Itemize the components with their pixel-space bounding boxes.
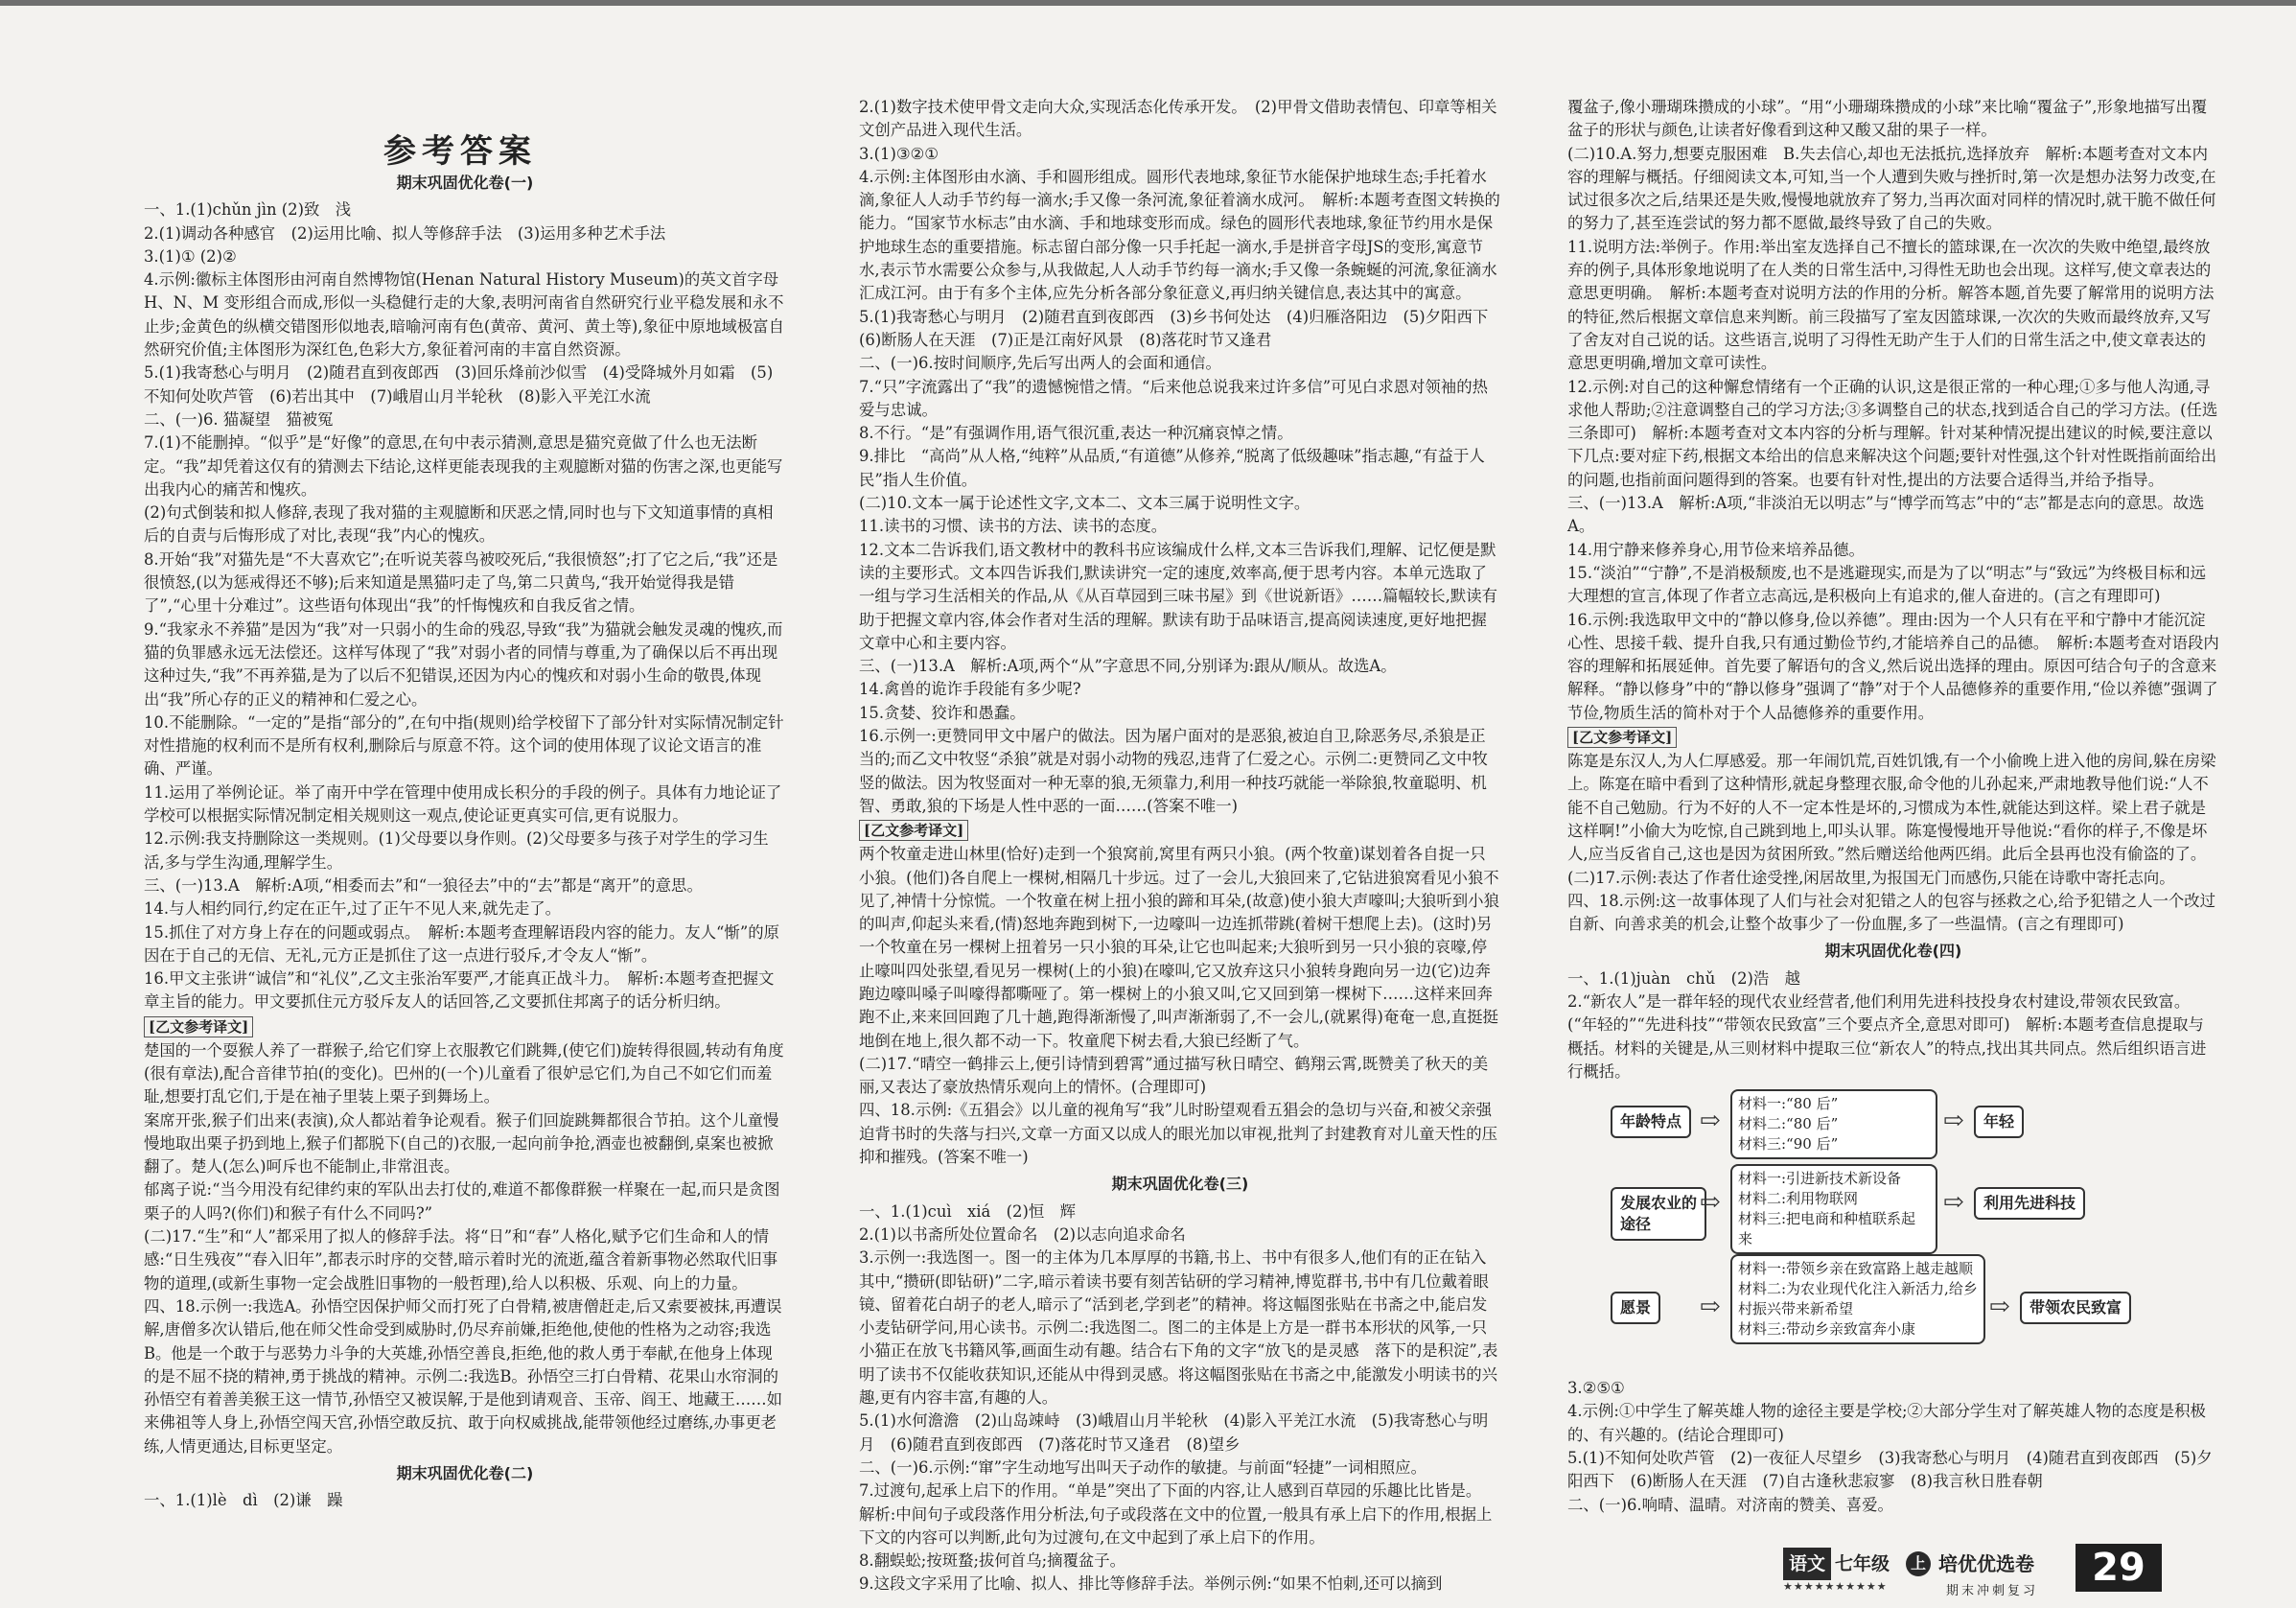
answer-paragraph: 一、1.(1)juàn chǔ (2)浩 越 (1567, 968, 1801, 988)
answer-paragraph: 两个牧童走进山林里(恰好)走到一个狼窝前,窝里有两只小狼。(两个牧童)谋划着各自捉一只小狼。(他们)各自爬上一棵树,相隔几十步远。过了一会儿,大狼回来了,它钻进狼窝看见小狼不见了,神情十分惊慌。一个牧童在树上扭小狼的蹄和耳朵,(故意)使小狼大声嚎叫;大狼听到小狼的叫声,仰起头来看,(情)怒地奔跑到树下,一边嚎叫一边连抓带跳(着树干想爬上去)。(这时)另一个牧童在另一棵树上扭着另一只小狼的耳朵,让它也叫起来;大狼听到另一只小狼的哀嚎,停止嚎叫四处张望,看见另一棵树(上的小狼)在嚎叫,它又放弃这只小狼转身跑向另一边(它)边奔跑边嚎叫嗓子叫嚎得都嘶哑了。第一棵树上的小狼又叫,它又回到第一棵树下……这样来回奔跑不止,来来回回跑了几十趟,跑得渐渐慢了,叫声渐渐弱了,不一会儿,(就累得)奄奄一息,直挺挺地倒在地上,很久都不动一下。牧童爬下树去看,大狼已经断了气。 (859, 845, 1499, 1050)
answer-paragraph: 9.这段文字采用了比喻、拟人、排比等修辞手法。举例示例:“如果不怕刺,还可以摘到 (859, 1574, 1443, 1594)
answer-paragraph: 8.不行。“是”有强调作用,语气很沉重,表达一种沉痛哀悼之情。 (859, 424, 1293, 443)
answer-paragraph: 一、1.(1)chǔn jìn (2)致 浅 (144, 200, 352, 220)
answer-paragraph: 四、18.示例:这一故事体现了人们与社会对犯错之人的包容与拯救之心,给予犯错之人一个改过自新、向善求美的机会,让整个故事少了一份血腥,多了一些温情。(言之有理即可) (1567, 891, 2216, 934)
answer-paragraph: (二)10.A.努力,想要克服困难 B.失去信心,却也无法抵抗,选择放弃 解析:本题考查对文本内容的理解与概括。仔细阅读文本,可知,当一个人遭到失败与挫折时,第一次是想办法努力改变,在试过很多次之后,结果还是失败,慢慢地就放弃了努力,当再次面对同样的情况时,就干脆不做任何的努力了,甚至连尝试的努力都不愿做,最终导致了自己的失败。 (1567, 144, 2216, 233)
section-title: 期末巩固优化卷(四) (1824, 942, 1962, 961)
answer-paragraph: 16.示例一:更赞同甲文中屠户的做法。因为屠户面对的是恶狼,被迫自卫,除恶务尽,杀狼是正当的;而乙文中牧竖“杀狼”就是对弱小动物的残忍,违背了仁爱之心。示例二:更赞同乙文中牧竖的做法。因为牧竖面对一种无辜的狼,无须靠力,利用一种技巧就能一举除狼,牧童聪明、机智、勇敢,狼的下场是人性中恶的一面……(答案不唯一) (859, 727, 1488, 815)
answer-paragraph: 覆盆子,像小珊瑚珠攒成的小球”。“用“小珊瑚珠攒成的小球”来比喻“覆盆子”,形象地描写出覆盆子的形状与颜色,让读者好像看到这种又酸又甜的果子一样。 (1567, 98, 2208, 140)
flow-material-item: 材料二:利用物联网 (1738, 1190, 1859, 1208)
answer-paragraph: 15.抓住了对方身上存在的问题或弱点。 解析:本题考查理解语段内容的能力。友人“惭”的原因在于自己的无信、无礼,元方正是抓住了这一点进行驳斥,才令友人“惭”。 (144, 922, 779, 965)
answer-paragraph: 二、(一)6.示例:“窜”字生动地写出叫天子动作的敏捷。与前面“轻捷”一词相照应。 (859, 1457, 1426, 1477)
answer-paragraph: 3.②⑤① (1567, 1379, 1625, 1398)
answer-paragraph: 12.文本二告诉我们,语文教材中的教科书应该编成什么样,文本三告诉我们,理解、记忆便是默读的主要形式。文本四告诉我们,默读讲究一定的速度,效率高,便于思考内容。本单元选取了一组与学习生活相关的作品,从《从百草园到三味书屋》到《世说新语》……篇幅较长,默读有助于把握文章内容,体会作者对生活的理解。默读有助于品味语言,提高阅读速度,更好地把握文章中心和主要内容。 (859, 540, 1498, 652)
column-right-top (1567, 96, 2219, 1084)
answer-paragraph: 二、(一)6.按时间顺序,先后写出两人的会面和通信。 (859, 354, 1221, 373)
answer-paragraph: 2.(1)调动各种感官 (2)运用比喻、拟人等修辞手法 (3)运用多种艺术手法 (144, 223, 666, 243)
answer-paragraph: 15.贪婪、狡诈和愚蠢。 (859, 703, 1026, 722)
column-left (144, 168, 786, 1596)
translation-tag: [乙文参考译文] (859, 820, 968, 841)
flow-material-item: 材料三:“90 后” (1738, 1135, 1839, 1154)
section-title: 期末巩固优化卷(二) (396, 1464, 534, 1483)
flow-material-item: 材料一:带领乡亲在致富路上越走越顺 (1738, 1260, 1974, 1278)
flow-result: 带领农民致富 (2020, 1292, 2131, 1324)
answer-paragraph: 2.(1)数字技术使甲骨文走向大众,实现活态化传承开发。 (2)甲骨文借助表情包、印章等相关文创产品进入现代生活。 (859, 98, 1497, 140)
answer-paragraph: 三、(一)13.A 解析:A项,两个“从”字意思不同,分别译为:跟从/顺从。故选A。 (859, 657, 1397, 676)
answer-paragraph: 11.运用了举例论证。举了南开中学在管理中使用成长积分的手段的例子。具体有力地论证了学校可以根据实际情况制定相关规则这一观点,使论证更真实可信,更有说服力。 (144, 782, 782, 826)
flow-result: 利用先进科技 (1974, 1187, 2085, 1220)
answer-paragraph: 三、(一)13.A 解析:A项,“相委而去”和“一狼径去”中的“去”都是“离开”的意思。 (144, 875, 703, 895)
flow-label: 年龄特点 (1611, 1106, 1691, 1138)
arrow-icon: ⇨ (1943, 1188, 1964, 1218)
answer-paragraph: 9.排比 “高尚”从人格,“纯粹”从品质,“有道德”从修养,“脱离了低级趣味”指志趣,“有益于人民”指人生价值。 (859, 447, 1485, 489)
footer-badge (1783, 1546, 2219, 1598)
answer-paragraph: 12.示例:对自己的这种懈怠情绪有一个正确的认识,这是很正常的一种心理;①多与他人沟通,寻求他人帮助;②注意调整自己的学习方法;③多调整自己的状态,找到适合自己的学习方法。(任选三条即可) 解析:本题考查对文本内容的分析与理解。针对某种情况提出建议的时候,要注意以下几点:要对症下药,根据文本给出的信息来解决这个问题;要针对性强,这个针对性既指前面给出的问题,也指前面问题得到的答案。也要有针对性,提出的方法要合适得当,并给予指导。 (1567, 377, 2218, 489)
answer-paragraph: 15.“淡泊”“宁静”,不是消极颓废,也不是逃避现实,而是为了以“明志”与“致远”为终极目标和远大理想的宣言,体现了作者立志高远,是积极向上有追求的,催人奋进的。(言之有理即可) (1567, 563, 2207, 606)
answer-paragraph: 14.与人相约同行,约定在正午,过了正午不见人来,就先走了。 (144, 899, 562, 919)
answer-paragraph: 3.示例一:我选图一。图一的主体为几本厚厚的书籍,书上、书中有很多人,他们有的正在钻入其中,“攒研(即钻研)”二字,暗示着读书要有刻苦钻研的学习精神,博览群书,书中有几位戴着眼镜、留着花白胡子的老人,暗示了“活到老,学到老”的精神。将这幅图张贴在书斋之中,能启发小麦钻研学问,用心读书。示例二:我选图二。图二的主体是上方是一群书本形状的风筝,一只小猫正在放飞书籍风筝,画面生动有趣。结合右下角的文字“放飞的是灵感 落下的是积淀”,表明了读书不仅能收获知识,还能从中得到灵感。将这幅图张贴在书斋之中,能激发小明读书的兴趣,更有内容丰富,有趣的人。 (859, 1248, 1498, 1408)
answer-paragraph: 4.示例:主体图形由水滴、手和圆形组成。圆形代表地球,象征节水能保护地球生态;手托着水滴,象征人人动手节约每一滴水;手又像一条河流,象征着滴水成河。 解析:本题考查图文转换的能力。“国家节水标志”由水滴、手和地球变形而成。绿色的圆形代表地球,象征节约用水是保护地球生态的重要措施。标志留白部分像一只手托起一滴水,手是拼音字母JS的变形,寓意节水,表示节水需要公众参与,从我做起,人人动手节约每一滴水;手又像一条蜿蜒的河流,象征滴水汇成江河。由于有多个主体,应先分析各部分象征意义,再归纳关键信息,表达其中的寓意。 (859, 167, 1500, 303)
answer-paragraph: (二)17.“晴空一鹤排云上,便引诗情到碧霄”通过描写秋日晴空、鹤翔云霄,既赞美了秋天的美丽,又表达了豪放热情乐观向上的情怀。(合理即可) (859, 1054, 1489, 1097)
answer-paragraph: 四、18.示例一:我选A。孙悟空因保护师父而打死了白骨精,被唐僧赶走,后又索要被抹,再遭误解,唐僧多次认错后,他在师父性命受到威胁时,仍尽弃前嫌,拒绝他,使他的性格为之动容;我选B。他是一个敢于与恶势力斗争的大英雄,孙悟空善良,拒绝,他的救人勇于奉献,在他身上体现的是不屈不挠的精神,勇于挑战的精神。示例二:我选B。孙悟空三打白骨精、花果山水帘洞的孙悟空有着善美猴王这一情节,孙悟空又被误解,于是他到请观音、玉帝、阎王、地藏王……如来佛祖等人身上,孙悟空闯天宫,孙悟空敢反抗、敢于向权威挑战,能带领他经过磨练,办事更老练,人情更通达,目标更坚定。 (144, 1296, 783, 1456)
flow-label: 发展农业的途径 (1611, 1187, 1706, 1241)
answer-paragraph: 二、(一)6.响晴、温晴。对济南的赞美、喜爱。 (1567, 1495, 1893, 1514)
answer-paragraph: (2)句式倒装和拟人修辞,表现了我对猫的主观臆断和厌恶之情,同时也与下文知道事情的真相后的自责与后悔形成了对比,表现“我”内心的愧疚。 (144, 503, 774, 546)
answer-paragraph: 2.“新农人”是一群年轻的现代农业经营者,他们利用先进科技投身农村建设,带领农民致富。(“年轻的”“先进科技”“带领农民致富”三个要点齐全,意思对即可) 解析:本题考查信息提取与概括。材料的关键是,从三则材料中提取三位“新农人”的特点,找出其共同点。然后组织语言进行概括。 (1567, 991, 2207, 1081)
answer-paragraph: 16.示例:我选取甲文中的“静以修身,俭以养德”。理由:因为一个人只有在平和宁静中才能沉淀心性、思接千载、提升自我,只有通过勤俭节约,才能培养自己的品德。 解析:本题考查对语段内容的理解和拓展延伸。首先要了解语句的含义,然后说出选择的理由。原因可结合句子的含意来解释。“静以修身”中的“静以修身”强调了“静”对于个人品德修养的重要作用,“俭以养德”强调了节俭,物质生活的简朴对于个人品德修养的重要作用。 (1567, 610, 2219, 722)
answer-paragraph: 16.甲文主张讲“诚信”和“礼仪”,乙文主张治军要严,才能真正战斗力。 解析:本题考查把握文章主旨的能力。甲文要抓住元方驳斥友人的话回答,乙文要抓住邦离子的话分析归纳。 (144, 969, 775, 1012)
arrow-icon: ⇨ (1700, 1188, 1721, 1218)
arrow-icon: ⇨ (1943, 1107, 1964, 1136)
page-title: 参考答案 (383, 132, 537, 171)
flow-material-box (1730, 1254, 1985, 1344)
column-right-bottom (1567, 1377, 2219, 1517)
answer-paragraph: (二)10.文本一属于论述性文字,文本二、文本三属于说明性文字。 (859, 494, 1310, 513)
arrow-icon: ⇨ (1700, 1107, 1721, 1136)
answer-paragraph: 10.不能删除。“一定的”是指“部分的”,在句中指(规则)给学校留下了部分针对实际情况制定针对性措施的权利而不是所有权利,删除后与原意不符。这个词的使用体现了议论文语言的准确、严谨。 (144, 712, 784, 779)
answer-paragraph: 7.过渡句,起承上启下的作用。“单是”突出了下面的内容,让人感到百草园的乐趣比比皆是。 解析:中间句子或段落作用分析法,句子或段落在文中的位置,一般具有承上启下的作用,根据上下文的内容可以判断,此句为过渡句,在文中起到了承上启下的作用。 (859, 1481, 1493, 1547)
answer-paragraph: 12.示例:我支持删除这一类规则。(1)父母要以身作则。(2)父母要多与孩子对学生的学习生活,多与学生沟通,理解学生。 (144, 829, 769, 872)
answer-paragraph: (二)17.“生”和“人”都采用了拟人的修辞手法。将“日”和“春”人格化,赋予它们生命和人的情感:“日生残夜”“春入旧年”,都表示时序的交替,暗示着时光的流逝,蕴含着新事物必然取代旧事物的道理,(或新生事物一定会战胜旧事物的一般哲理),给人以积极、乐观、向上的力量。 (144, 1227, 778, 1293)
section-title: 期末巩固优化卷(三) (1111, 1175, 1249, 1194)
answer-paragraph: 5.(1)我寄愁心与明月 (2)随君直到夜郎西 (3)乡书何处达 (4)归雁洛阳边 (5)夕阳西下 (6)断肠人在天涯 (7)正是江南好风景 (8)落花时节又逢君 (859, 307, 1504, 349)
answer-paragraph: 2.(1)以书斋所处位置命名 (2)以志向追求命名 (859, 1224, 1186, 1244)
answer-paragraph: 4.示例:①中学生了解英雄人物的途径主要是学校;②大部分学生对了解英雄人物的态度是积极的、有兴趣的。(结论合理即可) (1567, 1402, 2206, 1444)
column-right (1567, 96, 2219, 1596)
term-label: 上 (1906, 1551, 1931, 1576)
flow-material-item: 材料三:带动乡亲致富奔小康 (1738, 1320, 1916, 1339)
flow-material-item: 材料二:“80 后” (1738, 1115, 1839, 1133)
answer-paragraph: 11.读书的习惯、读书的方法、读书的态度。 (859, 517, 1168, 536)
answer-paragraph: 7.“只”字流露出了“我”的遗憾惋惜之情。“后来他总说我来过许多信”可见白求恩对领袖的热爱与忠诚。 (859, 377, 1488, 419)
answer-paragraph: 14.用宁静来修养身心,用节俭来培养品德。 (1567, 540, 1865, 559)
answer-paragraph: 8.开始“我”对猫先是“不大喜欢它”;在听说芙蓉鸟被咬死后,“我很愤怒”;打了它之后,“我”还是很愤怒,(以为惩戒得还不够);后来知道是黑猫叼走了鸟,第二只黄鸟,“我开始觉得我是错了”,“心里十分难过”。这些语句体现出“我”的忏悔愧疚和自我反省之情。 (144, 549, 778, 616)
answer-paragraph: 一、1.(1)cuì xiá (2)恒 辉 (859, 1201, 1077, 1221)
answer-paragraph: 5.(1)水何澹澹 (2)山岛竦峙 (3)峨眉山月半轮秋 (4)影入平羌江水流 (5)我寄愁心与明月 (6)随君直到夜郎西 (7)落花时节又逢君 (8)望乡 (859, 1411, 1489, 1454)
series-label: 培优优选卷 (1938, 1552, 2034, 1575)
answer-paragraph: 7.(1)不能删掉。“似乎”是“好像”的意思,在句中表示猜测,意思是猫究竟做了什么也无法断定。“我”却凭着这仅有的猜测去下结论,这样更能表现我的主观臆断对猫的伤害之深,也更能写出我内心的痛苦和愧疚。 (144, 433, 783, 499)
answer-paragraph: 11.说明方法:举例子。作用:举出室友选择自己不擅长的篮球课,在一次次的失败中绝望,最终放弃的例子,具体形象地说明了在人类的日常生活中,习得性无助也会出现。这样写,使文章表达的意思更明确。 解析:本题考查对说明方法的作用的分析。解答本题,首先要了解常用的说明方法的特征,然后根据文章信息来判断。前三段描写了室友因篮球课,一次次的失败而最终放弃,又写了舍友对自己说的话。这些语言,说明了习得性无助产生于人们的日常生活之中,使文章表达的意思更明确,增加文章可读性。 (1567, 237, 2215, 373)
flow-material-box (1730, 1164, 1937, 1254)
answer-paragraph: 四、18.示例:《五猖会》以儿童的视角写“我”儿时盼望观看五猖会的急切与兴奋,和被父亲强迫背书时的失落与扫兴,文章一方面又以成人的眼光加以审视,批判了封建教育对儿童天性的压抑和摧残。(答案不唯一) (859, 1101, 1498, 1167)
section-title: 期末巩固优化卷(一) (396, 174, 534, 192)
answer-paragraph: 三、(一)13.A 解析:A项,“非淡泊无以明志”与“博学而笃志”中的“志”都是志向的意思。故选A。 (1567, 494, 2205, 536)
answer-paragraph: 陈寔是东汉人,为人仁厚感爱。那一年闹饥荒,百姓饥饿,有一个小偷晚上进入他的房间,躲在房梁上。陈寔在暗中看到了这种情形,就起身整理衣服,命令他的儿孙起来,严肃地教导他们说:“人不能不自己勉励。行为不好的人不一定本性是坏的,习惯成为本性,就能达到这样。梁上君子就是这样啊!”小偷大为吃惊,自己跳到地上,叩头认罪。陈寔慢慢地开导他说:“看你的样子,不像是坏人,应当反省自己,这也是因为贫困所致。”然后赠送给他两匹绢。此后全县再也没有偷盗的了。 (1567, 752, 2216, 864)
flow-material-item: 材料一:“80 后” (1738, 1095, 1839, 1113)
answer-paragraph: 8.翻蜈蚣;按斑蝥;拔何首乌;摘覆盆子。 (859, 1551, 1126, 1571)
answer-paragraph: 4.示例:徽标主体图形由河南自然博物馆(Henan Natural History Museum)的英文首字母 H、N、M 变形组合而成,形似一头稳健行走的大象,表明河南省自然研究行业平稳发展和永不止步;金黄色的纵横交错图形似地表,暗喻河南有色(黄帝、黄河、黄土等),象征中原地域极富自然研究价值;主体图形为深红色,色彩大方,象征着河南的丰富自然资源。 (144, 270, 784, 360)
arrow-icon: ⇨ (1989, 1293, 2010, 1322)
answer-paragraph: 二、(一)6. 猫凝望 猫被冤 (144, 409, 334, 429)
stars-decoration: ★★★★★★★★★★ (1783, 1580, 1888, 1593)
page-number: 29 (2076, 1544, 2162, 1592)
column-middle (859, 96, 1504, 1596)
answer-paragraph: 楚国的一个耍猴人养了一群猴子,给它们穿上衣服教它们跳舞,(使它们)旋转得很圆,转动有角度(很有章法),配合音律节拍(的变化)。巴州的(一个)儿童看了很妒忌它们,为自己不如它们而羞耻,想要打乱它们,于是在袖子里装上栗子到舞场上。 (144, 1040, 784, 1107)
flow-material-box (1730, 1089, 1937, 1159)
subject-label: 语文 (1783, 1548, 1831, 1580)
subtitle-label: 期末冲刺复习 (1946, 1584, 2039, 1598)
answer-paragraph: 一、1.(1)lè dì (2)谦 躁 (144, 1491, 343, 1510)
arrow-icon: ⇨ (1700, 1293, 1721, 1322)
answer-paragraph: (二)17.示例:表达了作者仕途受挫,闲居故里,为报国无门而感伤,只能在诗歌中寄托志向。 (1567, 868, 2175, 887)
answer-paragraph: 郁离子说:“当今用没有纪律约束的军队出去打仗的,难道不都像群猴一样聚在一起,而只是贪图栗子的人吗?(你们)和猴子有什么不同吗?” (144, 1180, 780, 1223)
translation-tag: [乙文参考译文] (1567, 727, 1677, 748)
answer-paragraph: 9.“我家永不养猫”是因为“我”对一只弱小的生命的残忍,导致“我”为猫就会触发灵魂的愧疚,而猫的负罪感永远无法偿还。这样写体现了“我”对弱小者的同情与尊重,为了确保以后不再出现这种过失,“我”不再养猫,是为了以后不犯错误,还因为内心的愧疚和对弱小生命的敬畏,体现出“我”所心存的正义的精神和仁爱之心。 (144, 619, 783, 709)
top-edge (0, 0, 2296, 6)
grade-label: 七年级 (1835, 1553, 1890, 1574)
answer-paragraph: 5.(1)不知何处吹芦管 (2)一夜征人尽望乡 (3)我寄愁心与明月 (4)随君直到夜郎西 (5)夕阳西下 (6)断肠人在天涯 (7)自古逢秋悲寂寥 (8)我言秋日胜春朝 (1567, 1449, 2213, 1491)
answer-paragraph: 5.(1)我寄愁心与明月 (2)随君直到夜郎西 (3)回乐烽前沙似雪 (4)受降城外月如霜 (5)不知何处吹芦管 (6)若出其中 (7)峨眉山月半轮秋 (8)影入平羌江水流 (144, 363, 774, 406)
answer-paragraph: 14.禽兽的诡诈手段能有多少呢? (859, 680, 1081, 699)
answer-paragraph: 3.(1)① (2)② (144, 246, 237, 266)
flow-label: 愿景 (1611, 1292, 1660, 1324)
translation-tag: [乙文参考译文] (144, 1016, 253, 1037)
flow-material-item: 材料一:引进新技术新设备 (1738, 1170, 1902, 1188)
flow-result: 年轻 (1974, 1106, 2024, 1138)
answer-paragraph: 3.(1)③②① (859, 144, 939, 163)
answer-paragraph: 案席开张,猴子们出来(表演),众人都站着争论观看。猴子们回旋跳舞都很合节拍。这个儿童慢慢地取出栗子扔到地上,猴子们都脱下(自己的)衣服,一起向前争抢,酒壶也被翻倒,桌案也被掀翻了。楚人(怎么)呵斥也不能制止,非常沮丧。 (144, 1110, 779, 1177)
flow-material-item: 材料二:为农业现代化注入新活力,给乡村振兴带来新希望 (1738, 1280, 1978, 1318)
flow-material-item: 材料三:把电商和种植联系起来 (1738, 1210, 1916, 1248)
flowchart (1567, 1089, 2219, 1377)
